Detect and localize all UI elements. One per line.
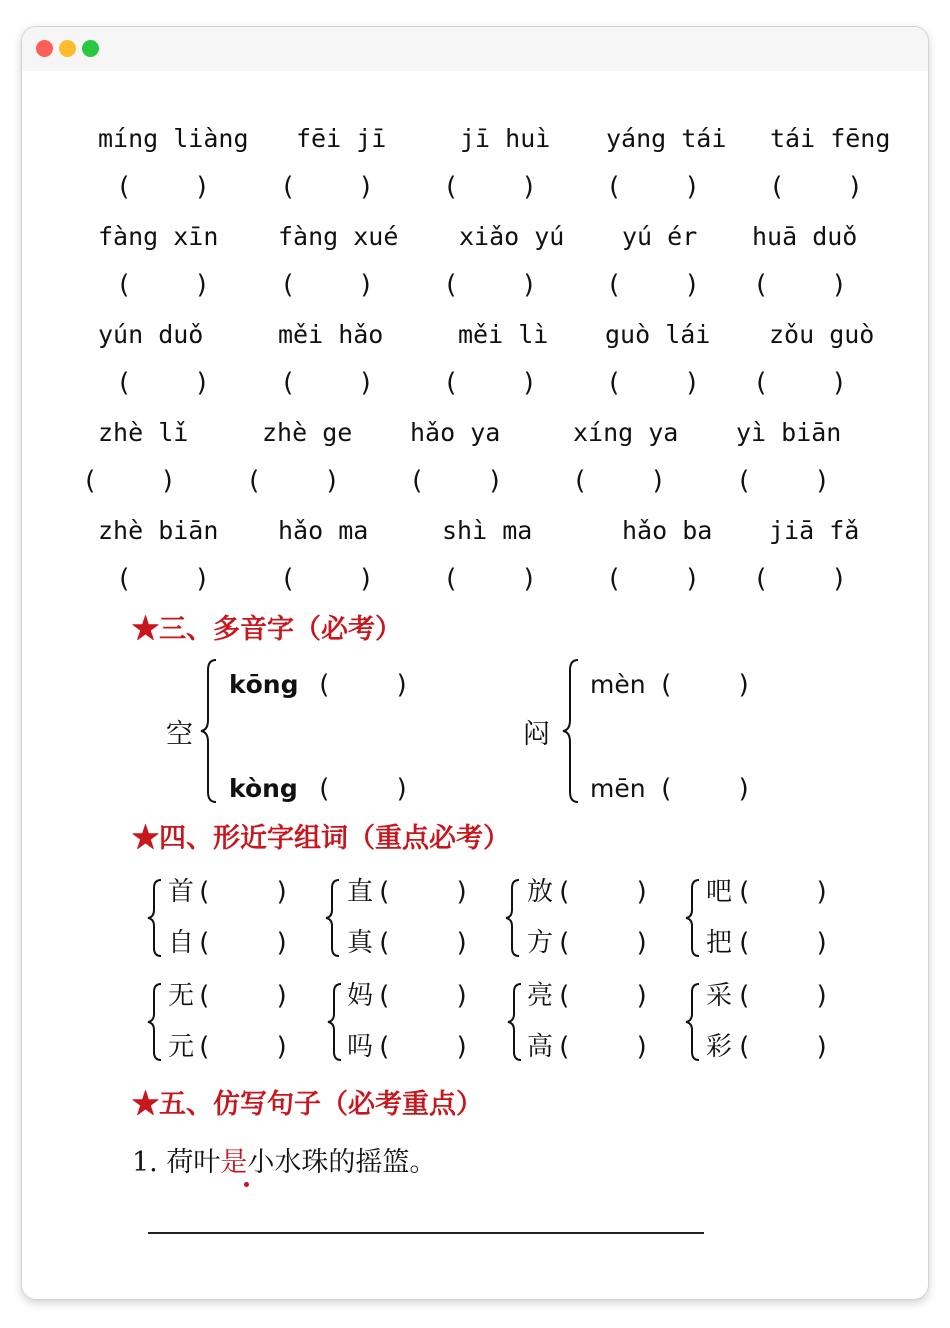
pinyin-word: xiǎo yú: [459, 222, 565, 251]
brace-icon: [146, 982, 164, 1062]
polyphonic-char: 空: [166, 719, 193, 750]
pinyin-word: yì biān: [736, 418, 842, 447]
pinyin-word: huā duǒ: [752, 222, 858, 251]
section5-title: ★五、仿写句子（必考重点）: [132, 1089, 483, 1120]
similar-char: 高: [527, 1032, 554, 1062]
answer-blank[interactable]: ( ): [443, 368, 537, 398]
brace-icon: [684, 982, 702, 1062]
pinyin-word: zǒu guò: [769, 320, 875, 349]
answer-blank[interactable]: ( ): [280, 368, 374, 398]
pinyin-word: jiā fǎ: [769, 516, 860, 545]
brace-icon: [326, 982, 344, 1062]
answer-blank[interactable]: ( ): [280, 564, 374, 594]
pinyin-word: yú ér: [622, 222, 698, 251]
pinyin-word: hǎo ya: [410, 418, 501, 447]
answer-blank[interactable]: ( ): [658, 774, 752, 804]
similar-char: 把: [706, 928, 733, 958]
brace-icon: [198, 658, 220, 804]
similar-char: 妈: [347, 981, 374, 1011]
answer-blank[interactable]: ( ): [606, 270, 700, 300]
similar-char: 无: [168, 981, 195, 1011]
brace-icon: [146, 878, 164, 958]
answer-blank[interactable]: ( ): [556, 1032, 650, 1062]
answer-blank[interactable]: ( ): [736, 928, 830, 958]
pinyin-word: yáng tái: [606, 124, 727, 153]
brace-icon: [506, 982, 524, 1062]
similar-char: 方: [527, 928, 554, 958]
similar-char: 真: [347, 928, 374, 958]
pinyin-reading: kōng: [229, 670, 299, 699]
answer-blank[interactable]: ( ): [116, 564, 210, 594]
answer-blank[interactable]: ( ): [606, 172, 700, 202]
pinyin-word: fàng xīn: [98, 222, 219, 251]
polyphonic-char: 闷: [523, 719, 550, 750]
pinyin-word: hǎo ba: [622, 516, 713, 545]
answer-blank[interactable]: ( ): [736, 466, 830, 496]
similar-char: 吗: [347, 1032, 374, 1062]
pinyin-word: měi lì: [458, 320, 549, 349]
answer-blank[interactable]: ( ): [196, 981, 290, 1011]
pinyin-reading: kòng: [229, 774, 298, 803]
answer-blank[interactable]: ( ): [443, 564, 537, 594]
answer-blank[interactable]: ( ): [443, 172, 537, 202]
pinyin-word: hǎo ma: [278, 516, 369, 545]
similar-char: 彩: [706, 1032, 733, 1062]
pinyin-word: zhè ge: [262, 418, 353, 447]
similar-char: 放: [527, 877, 554, 907]
similar-char: 首: [168, 877, 195, 907]
emphasized-word: 是: [220, 1147, 248, 1178]
answer-blank[interactable]: ( ): [572, 466, 666, 496]
section4-title: ★四、形近字组词（重点必考）: [132, 823, 510, 854]
pinyin-word: zhè biān: [98, 516, 219, 545]
answer-blank[interactable]: ( ): [556, 928, 650, 958]
answer-blank[interactable]: ( ): [196, 877, 290, 907]
answer-blank[interactable]: ( ): [409, 466, 503, 496]
brace-icon: [560, 658, 582, 804]
pinyin-word: měi hǎo: [278, 320, 384, 349]
answer-blank[interactable]: ( ): [82, 466, 176, 496]
answer-blank[interactable]: ( ): [556, 877, 650, 907]
answer-blank[interactable]: ( ): [443, 270, 537, 300]
pinyin-word: zhè lǐ: [98, 418, 189, 447]
sentence-number: 1.: [132, 1147, 158, 1178]
brace-icon: [684, 878, 702, 958]
sentence-part: 小水珠的摇篮。: [247, 1147, 437, 1178]
similar-char: 采: [706, 981, 733, 1011]
similar-char: 吧: [706, 877, 733, 907]
similar-char: 元: [168, 1032, 195, 1062]
answer-blank[interactable]: ( ): [280, 172, 374, 202]
answer-blank[interactable]: ( ): [316, 774, 410, 804]
answer-blank[interactable]: ( ): [116, 172, 210, 202]
pinyin-reading: mēn: [590, 774, 646, 803]
pinyin-word: xíng ya: [573, 418, 679, 447]
pinyin-word: shì ma: [442, 516, 533, 545]
pinyin-word: fàng xué: [278, 222, 399, 251]
answer-blank[interactable]: ( ): [556, 981, 650, 1011]
answer-blank[interactable]: ( ): [376, 981, 470, 1011]
sentence-part: 荷叶: [166, 1147, 221, 1178]
answer-blank[interactable]: ( ): [769, 172, 863, 202]
answer-blank[interactable]: ( ): [376, 877, 470, 907]
answer-blank[interactable]: ( ): [736, 981, 830, 1011]
pinyin-word: jī huì: [460, 124, 551, 153]
answer-blank[interactable]: ( ): [376, 928, 470, 958]
answer-blank[interactable]: ( ): [753, 368, 847, 398]
answer-blank[interactable]: ( ): [116, 368, 210, 398]
pinyin-word: fēi jī: [296, 124, 387, 153]
answer-blank[interactable]: ( ): [116, 270, 210, 300]
emphasis-dot-icon: [244, 1182, 249, 1187]
pinyin-word: míng liàng: [98, 124, 249, 153]
answer-blank[interactable]: ( ): [753, 564, 847, 594]
pinyin-reading: mèn: [590, 670, 646, 699]
answer-blank[interactable]: ( ): [736, 1032, 830, 1062]
pinyin-word: guò lái: [605, 320, 711, 349]
pinyin-word: yún duǒ: [98, 320, 204, 349]
answer-blank[interactable]: ( ): [736, 877, 830, 907]
answer-blank[interactable]: ( ): [606, 368, 700, 398]
answer-blank[interactable]: ( ): [246, 466, 340, 496]
answer-blank[interactable]: ( ): [753, 270, 847, 300]
brace-icon: [324, 878, 342, 958]
similar-char: 亮: [527, 981, 554, 1011]
answer-blank[interactable]: ( ): [316, 670, 410, 700]
answer-blank[interactable]: ( ): [196, 1032, 290, 1062]
similar-char: 直: [347, 877, 374, 907]
answer-blank[interactable]: ( ): [606, 564, 700, 594]
answer-blank[interactable]: ( ): [196, 928, 290, 958]
answer-line[interactable]: [148, 1232, 704, 1234]
answer-blank[interactable]: ( ): [280, 270, 374, 300]
brace-icon: [504, 878, 522, 958]
answer-blank[interactable]: ( ): [376, 1032, 470, 1062]
example-sentence: [132, 1146, 436, 1180]
pinyin-word: tái fēng: [770, 124, 891, 153]
answer-blank[interactable]: ( ): [658, 670, 752, 700]
similar-char: 自: [168, 928, 195, 958]
section3-title: ★三、多音字（必考）: [132, 614, 402, 645]
